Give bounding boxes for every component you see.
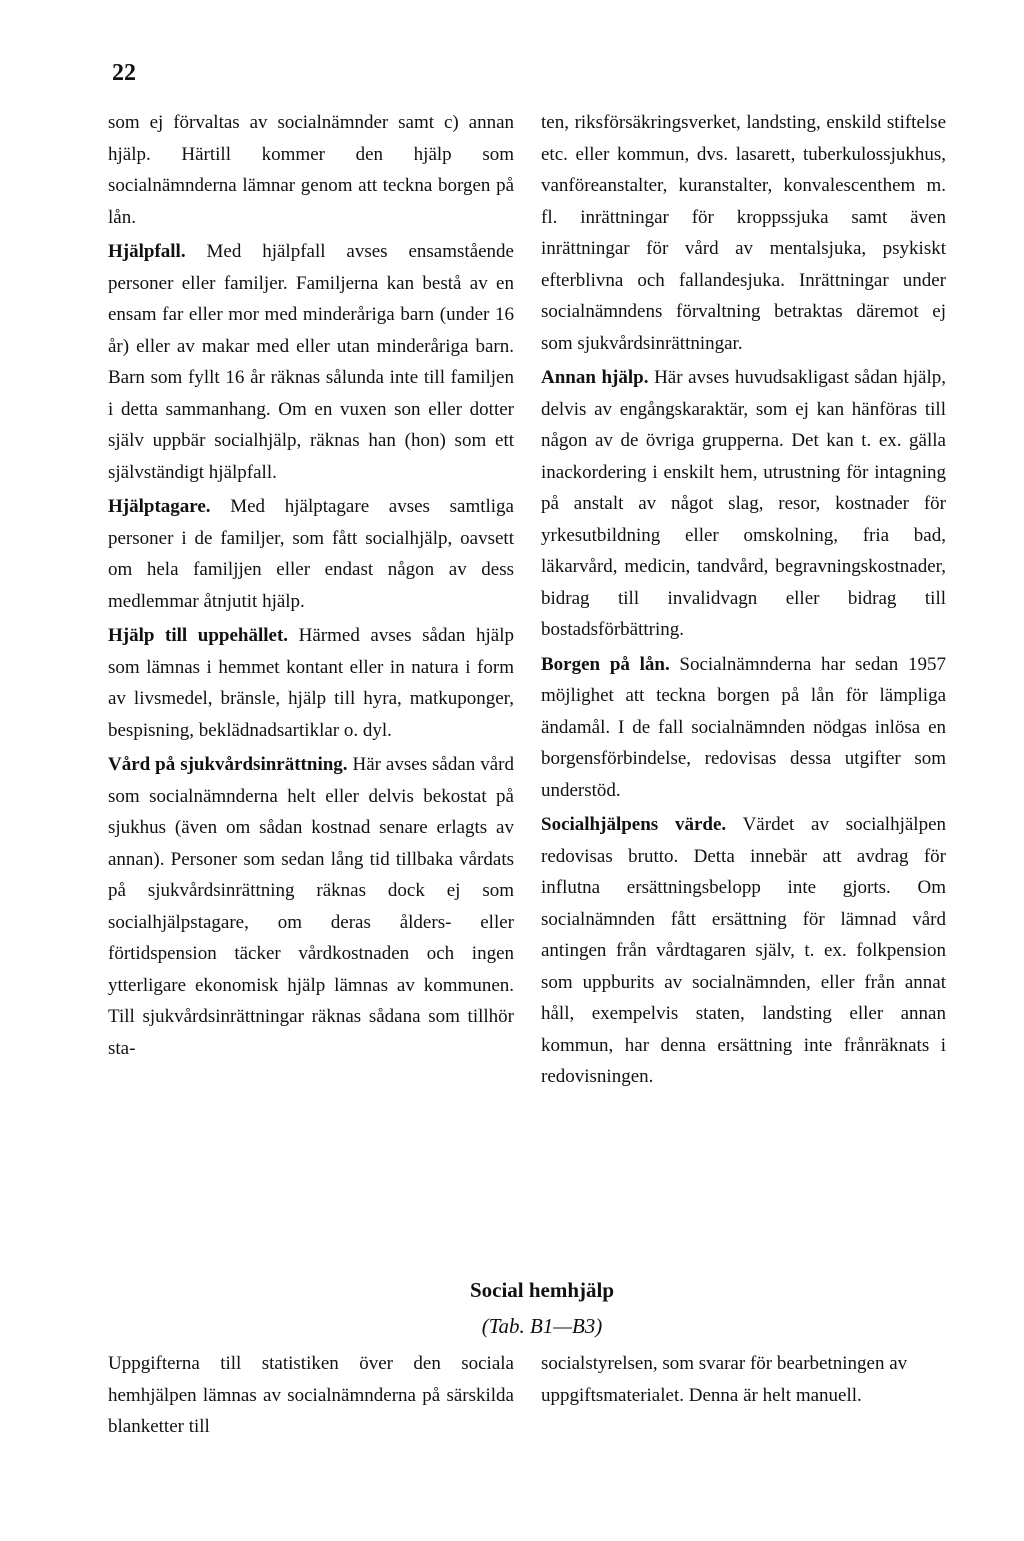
definition-borgen-pa-lan: Socialnämnderna har sedan 1957 möjlighet att teckna borgen på lån för lämpliga ändamål. I de fall socialnämnden nödgas inlösa en borgensförbindelse, redovisas dessa utgifter som understöd.	[541, 653, 946, 801]
term-hjalptagare: Hjälptagare.	[108, 496, 211, 517]
definition-hjalpfall: Med hjälpfall avses ensamstående personer eller familjer. Familjerna kan bestå av en ensam far eller mor med minderåriga barn (under 16 år) eller av makar med eller utan minderåriga barn. Barn som fyllt 16 år räknas sålunda inte till familjen i detta sammanhang. Om en vuxen son eller dotter själv uppbär socialhjälp, räknas han (hon) som ett självständigt hjälpfall.	[108, 241, 514, 483]
section-left-column	[108, 1348, 514, 1443]
term-vard-pa-sjukvardsinrattning: Vård på sjukvårdsinrättning.	[108, 754, 348, 775]
term-hjalpfall: Hjälpfall.	[108, 241, 186, 262]
definition-hjalptagare: Med hjälptagare avses samtliga personer i de familjer, som fått socialhjälp, oavsett om hela familjjen eller endast någon av dess medlemmar åtnjutit hjälp.	[108, 496, 514, 612]
paragraph-continuation: ten, riksförsäkringsverket, landsting, enskild stiftelse etc. eller kommun, dvs. lasarett, tuberkulossjukhus, vanföreanstalter, kuranstalter, konvalescenthem m. fl. inrättningar för kroppssjuka samt även inrättningar för vård av mentalsjuka, psykiskt efterblivna och fallandesjuka. Inrättningar under socialnämndens förvaltning betraktas däremot ej som sjukvårdsinrättningar.	[541, 112, 946, 354]
right-column	[541, 107, 946, 1093]
section-right-column	[541, 1348, 946, 1411]
definition-vard-pa-sjukvardsinrattning: Här avses sådan vård som socialnämnderna helt eller delvis bekostat på sjukhus (även om sådan kostnad senare erlagts av annan). Personer som sedan lång tid tillbaka vårdats på sjukvårdsinrättning räknas dock ej som socialhjälpstagare, om deras ålders- eller förtidspension täcker vårdkostnaden och ingen ytterligare ekonomisk hjälp lämnas av kommunen. Till sjukvårdsinrättningar räknas sådana som tillhör sta-	[108, 754, 515, 1059]
paragraph-intro: som ej förvaltas av socialnämnder samt c) annan hjälp. Härtill kommer den hjälp som socialnämnderna lämnar genom att teckna borgen på lån.	[108, 112, 514, 228]
term-socialhjalpens-varde: Socialhjälpens värde.	[541, 814, 727, 835]
term-hjalp-till-uppehallet: Hjälp till uppehället.	[108, 625, 289, 646]
definition-hjalp-till-uppehallet: Härmed avses sådan hjälp som lämnas i hemmet kontant eller in natura i form av livsmedel, bränsle, hjälp till hyra, matkuponger, bespisning, beklädnadsartiklar o. dyl.	[108, 625, 514, 741]
definition-annan-hjalp: Här avses huvudsakligast sådan hjälp, delvis av engångskaraktär, som ej kan hänföras till någon av de övriga grupperna. Det kan t. ex. gälla inackordering i enskilt hem, utrustning för intagning på anstalt av något slag, resor, kostnader för yrkesutbildning eller omskolning, fria bad, läkarvård, medicin, tandvård, begravningskostnader, bidrag till invalidvagn eller bidrag till bostadsförbättring.	[541, 367, 946, 640]
section-heading: Social hemhjälp	[469, 1278, 615, 1302]
paragraph-hjalp-till-uppehallet	[108, 620, 514, 746]
left-column	[108, 107, 514, 1064]
section-table-reference: (Tab. B1—B3)	[481, 1314, 603, 1338]
paragraph-hjalptagare	[108, 491, 514, 617]
term-borgen-pa-lan: Borgen på lån.	[541, 653, 670, 675]
paragraph-vard-pa-sjukvardsinrattning	[108, 749, 514, 1064]
paragraph-socialhjalpens-varde	[541, 809, 946, 1093]
section-paragraph-left: Uppgifterna till statistiken över den sociala hemhjälpen lämnas av socialnämnderna på särskilda blanketter till	[108, 1353, 514, 1437]
paragraph-borgen-pa-lan	[541, 649, 946, 807]
paragraph-annan-hjalp	[541, 362, 946, 646]
section-paragraph-right: socialstyrelsen, som svarar för bearbetningen av uppgiftsmaterialet. Denna är helt manuell.	[541, 1353, 908, 1406]
term-annan-hjalp: Annan hjälp.	[541, 367, 649, 388]
paragraph-hjalpfall	[108, 236, 514, 488]
definition-socialhjalpens-varde: Värdet av socialhjälpen redovisas brutto. Detta innebär att avdrag för influtna ersättningsbelopp inte gjorts. Om socialnämnden fått ersättning för lämnad vård antingen från vårdtagaren själv, t. ex. folkpension som uppburits av socialnämnden, eller från annat håll, exempelvis staten, landsting eller annan kommun, har denna ersättning inte frånräknats i redovisningen.	[541, 814, 947, 1087]
page-number: 22	[112, 60, 136, 86]
